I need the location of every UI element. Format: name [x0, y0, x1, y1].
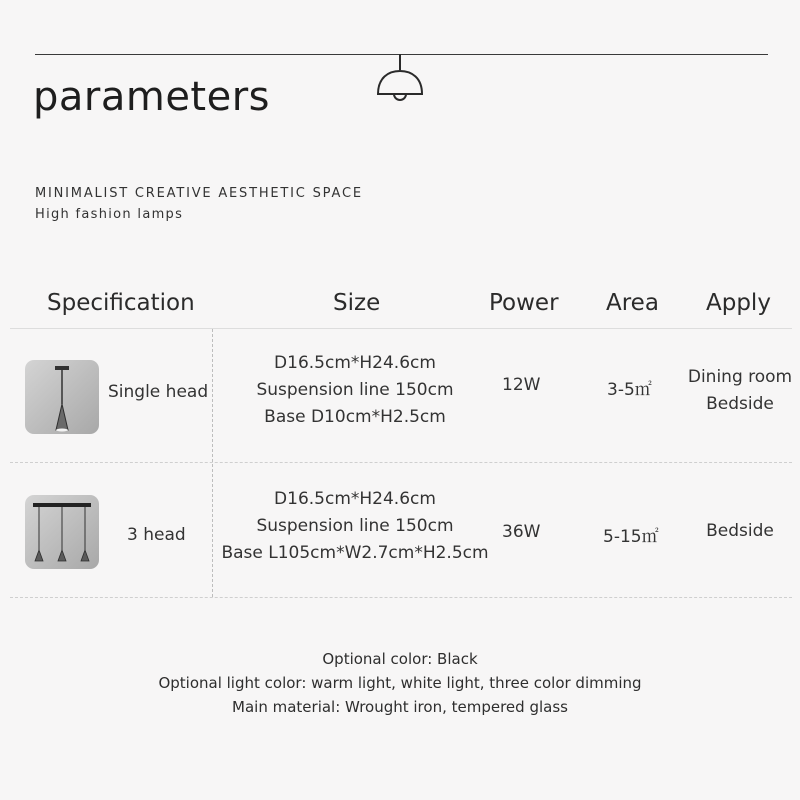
row-power: 12W: [502, 375, 541, 395]
size-line: Suspension line 150cm: [256, 516, 454, 536]
pendant-lamp-icon: [374, 54, 426, 106]
size-line: D16.5cm*H24.6cm: [274, 489, 436, 509]
tagline-secondary: High fashion lamps: [35, 207, 184, 222]
row-spec-label: 3 head: [127, 525, 186, 545]
column-header-apply: Apply: [706, 290, 771, 316]
column-header-area: Area: [606, 290, 659, 316]
apply-line: Bedside: [706, 394, 774, 414]
column-divider: [212, 329, 213, 597]
header-divider: [10, 328, 792, 329]
row-apply-block: [680, 364, 800, 418]
size-line: D16.5cm*H24.6cm: [274, 353, 436, 373]
row-spec-label: Single head: [108, 382, 209, 402]
row-power: 36W: [502, 522, 541, 542]
row-size-block: [220, 350, 490, 431]
size-line: Base L105cm*W2.7cm*H2.5cm: [221, 543, 489, 563]
column-header-power: Power: [489, 290, 559, 316]
row-apply-block: [680, 518, 800, 545]
three-pendant-lamp-icon: [25, 495, 99, 569]
product-notes: [0, 647, 800, 719]
note-material: Main material: Wrought iron, tempered glass: [232, 698, 568, 716]
apply-line: Dining room: [687, 367, 793, 387]
apply-line: Bedside: [706, 521, 774, 541]
row-divider: [10, 462, 792, 463]
table-bottom-divider: [10, 597, 792, 598]
note-color: Optional color: Black: [322, 650, 478, 668]
note-light-color: Optional light color: warm light, white light, three color dimming: [158, 674, 642, 692]
size-line: Base D10cm*H2.5cm: [264, 407, 446, 427]
column-header-specification: Specification: [47, 290, 195, 316]
size-line: Suspension line 150cm: [256, 380, 454, 400]
tagline-primary: MINIMALIST CREATIVE AESTHETIC SPACE: [35, 186, 363, 201]
single-pendant-lamp-icon: [25, 360, 99, 434]
page-title: parameters: [33, 74, 271, 120]
row-area: 3-5㎡: [607, 380, 652, 400]
row-area: 5-15㎡: [603, 527, 659, 547]
row-size-block: [220, 486, 490, 567]
column-header-size: Size: [333, 290, 381, 316]
